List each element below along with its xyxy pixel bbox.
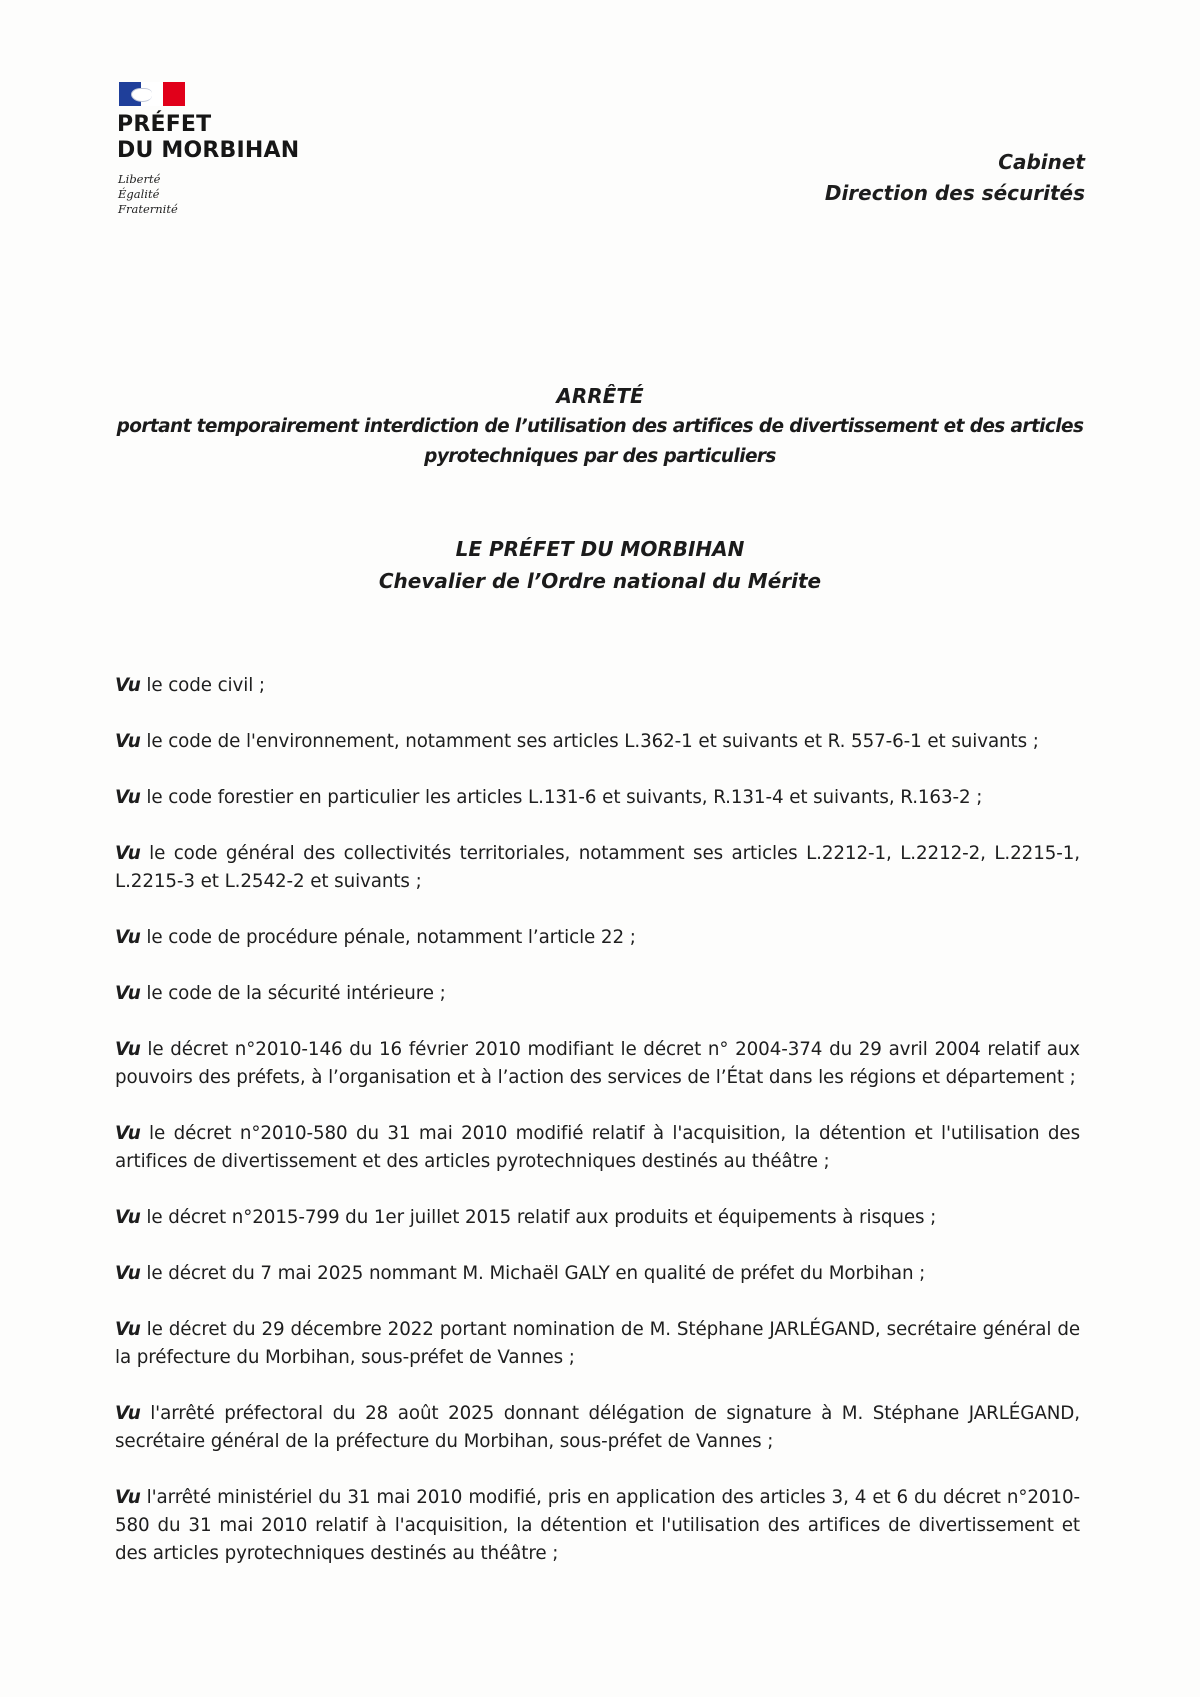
document-title: ARRÊTÉ [556, 384, 644, 408]
visa-item [115, 1316, 1080, 1372]
organisation-name [117, 112, 299, 164]
document-subtitle: portant temporairement interdiction de l’utilisation des artifices de divertissement et des articles pyrotechniques par des particuliers [116, 416, 1084, 467]
republic-motto [118, 172, 178, 217]
visa-item [115, 840, 1080, 896]
visa-item [115, 1260, 1080, 1288]
service-cabinet: Cabinet [998, 150, 1085, 174]
prefet-heading [110, 533, 1090, 597]
visa-text: le code forestier en particulier les articles L.131-6 et suivants, R.131-4 et suivants, R.163-2 ; [140, 787, 983, 808]
visa-prefix: Vu [115, 927, 141, 948]
organisation-name-line2: DU MORBIHAN [117, 138, 300, 163]
visa-text: le code de l'environnement, notamment ses articles L.362-1 et suivants et R. 557-6-1 et suivants ; [140, 731, 1039, 752]
visa-item [115, 728, 1080, 756]
visa-item [115, 1036, 1080, 1092]
visa-text: le code général des collectivités territoriales, notamment ses articles L.2212-1, L.2212-2, L.2215-1, L.2215-3 et L.2542-2 et suivants ; [115, 843, 1080, 892]
organisation-name-line1: PRÉFET [117, 112, 212, 137]
visa-prefix: Vu [115, 1123, 141, 1144]
flag-white-band [141, 82, 163, 106]
visa-text: le décret n°2015-799 du 1er juillet 2015 relatif aux produits et équipements à risques ; [140, 1207, 937, 1228]
visa-text: le décret n°2010-146 du 16 février 2010 modifiant le décret n° 2004-374 du 29 avril 2004 relatif aux pouvoirs des préfets, à l’organisation et à l’action des services de l’État dans les régions et département ; [115, 1039, 1080, 1088]
visa-prefix: Vu [115, 1207, 141, 1228]
visa-item [115, 672, 1080, 700]
visa-prefix: Vu [115, 843, 141, 864]
visa-item [115, 1400, 1080, 1456]
visa-text: le code de la sécurité intérieure ; [140, 983, 446, 1004]
visa-text: le décret du 29 décembre 2022 portant nomination de M. Stéphane JARLÉGAND, secrétaire général de la préfecture du Morbihan, sous-préfet de Vannes ; [115, 1319, 1080, 1368]
prefet-name: LE PRÉFET DU MORBIHAN [455, 537, 745, 561]
visa-prefix: Vu [115, 1403, 141, 1424]
visa-prefix: Vu [115, 731, 141, 752]
service-block [825, 147, 1085, 209]
visa-item [115, 1204, 1080, 1232]
visa-text: le code civil ; [140, 675, 265, 696]
visa-item [115, 924, 1080, 952]
visa-prefix: Vu [115, 983, 141, 1004]
visa-item [115, 1120, 1080, 1176]
visa-text: l'arrêté préfectoral du 28 août 2025 donnant délégation de signature à M. Stéphane JARLÉGAND, secrétaire général de la préfecture du Morbihan, sous-préfet de Vannes ; [115, 1403, 1080, 1452]
visa-prefix: Vu [115, 1263, 141, 1284]
visa-text: le décret du 7 mai 2025 nommant M. Michaël GALY en qualité de préfet du Morbihan ; [140, 1263, 926, 1284]
motto-egalite: Égalité [118, 187, 160, 201]
visa-prefix: Vu [115, 1319, 141, 1340]
visa-prefix: Vu [115, 1039, 141, 1060]
visa-prefix: Vu [115, 675, 141, 696]
visa-item [115, 1484, 1080, 1568]
visa-text: l'arrêté ministériel du 31 mai 2010 modifié, pris en application des articles 3, 4 et 6 du décret n°2010-580 du 31 mai 2010 relatif à l'acquisition, la détention et l'utilisation des artifices de divertissement et des articles pyrotechniques destinés au théâtre ; [115, 1487, 1080, 1564]
motto-fraternite: Fraternité [118, 202, 178, 216]
visa-prefix: Vu [115, 1487, 141, 1508]
visas-list [115, 672, 1080, 1596]
visa-text: le code de procédure pénale, notamment l’article 22 ; [140, 927, 636, 948]
visa-text: le décret n°2010-580 du 31 mai 2010 modifié relatif à l'acquisition, la détention et l'utilisation des artifices de divertissement et des articles pyrotechniques destinés au théâtre ; [115, 1123, 1080, 1172]
visa-item [115, 784, 1080, 812]
service-direction: Direction des sécurités [824, 181, 1085, 205]
prefet-distinction: Chevalier de l’Ordre national du Mérite [378, 569, 822, 593]
visa-item [115, 980, 1080, 1008]
visa-prefix: Vu [115, 787, 141, 808]
flag-red-band [163, 82, 185, 106]
marianne-flag-logo [119, 82, 185, 106]
motto-liberte: Liberté [118, 172, 161, 186]
